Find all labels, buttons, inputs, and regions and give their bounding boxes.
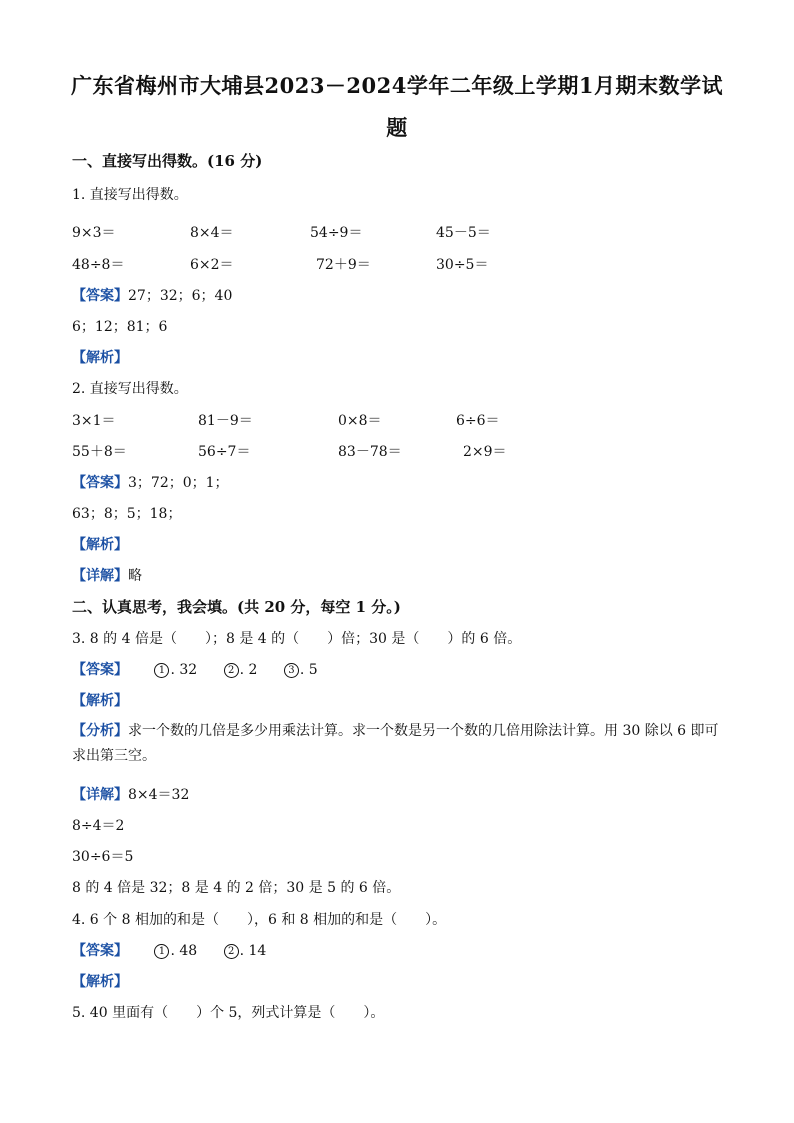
q1-answer-text: 27；32；6；40 [128,288,233,304]
q1-r1-c1: 9×3＝ [72,225,116,241]
q2-r2-c2: 56÷7＝ [198,444,251,460]
q3-detail [72,786,189,804]
q1-r2-c4: 30÷5＝ [436,257,489,273]
q2-r1-c3: 0×8＝ [338,413,382,429]
document-title-line1: 广东省梅州市大埔县2023－2024学年二年级上学期1月期末数学试 [70,73,723,98]
q1-r2-c1: 48÷8＝ [72,257,125,273]
fenxi-label: 【分析】 [72,723,128,739]
q1-prompt: 1. 直接写出得数。 [72,187,188,203]
q1-r1-c3: 54÷9＝ [310,225,363,241]
q4-analysis [72,973,128,991]
answer-label: 【答案】 [72,943,128,959]
q4-answer [72,942,266,960]
q2-detail [72,567,142,585]
q1-r2-c2: 6×2＝ [190,257,234,273]
q3-answer-3: . 5 [299,662,318,678]
answer-label: 【答案】 [72,662,128,678]
circled-number: 1 [154,663,169,678]
analysis-label: 【解析】 [72,693,128,709]
q1-r2-c3: 72＋9＝ [316,257,371,273]
section1-heading: 一、直接写出得数。(16 分) [72,152,263,170]
q2-analysis [72,536,128,554]
q3-prompt: 3. 8 的 4 倍是（ ）；8 是 4 的（ ）倍；30 是（ ）的 6 倍。 [72,631,522,647]
detail-label: 【详解】 [72,568,128,584]
q4-answer-1: . 48 [170,943,198,959]
q2-answer [72,474,229,492]
q4-answer-2: . 14 [239,943,267,959]
analysis-label: 【解析】 [72,537,128,553]
q3-detail-line3: 30÷6＝5 [72,849,134,865]
q3-detail-line1: 8×4＝32 [128,787,190,803]
q2-r2-c1: 55＋8＝ [72,444,127,460]
q2-r1-c4: 6÷6＝ [456,413,500,429]
circled-number: 2 [224,944,239,959]
q2-detail-text: 略 [128,568,142,584]
q3-answer [72,661,318,679]
q2-r2-c4: 2×9＝ [463,444,507,460]
answer-label: 【答案】 [72,288,128,304]
circled-number: 3 [284,663,299,678]
q2-r1-c1: 3×1＝ [72,413,116,429]
section2-heading: 二、认真思考，我会填。(共 20 分，每空 1 分。) [72,598,401,616]
q2-r2-c3: 83－78＝ [338,444,402,460]
q3-answer-1: . 32 [170,662,198,678]
q2-prompt: 2. 直接写出得数。 [72,381,188,397]
analysis-label: 【解析】 [72,974,128,990]
q1-r1-c2: 8×4＝ [190,225,234,241]
q1-r1-c4: 45－5＝ [436,225,491,241]
q3-analysis [72,692,128,710]
q3-detail-line2: 8÷4＝2 [72,818,125,834]
q2-r1-c2: 81－9＝ [198,413,253,429]
q3-fenxi-text: 求一个数的几倍是多少用乘法计算。求一个数是另一个数的几倍用除法计算。用 30 除以 6 即可求出第三空。 [72,723,719,764]
analysis-label: 【解析】 [72,350,128,366]
q3-detail-line4: 8 的 4 倍是 32；8 是 4 的 2 倍；30 是 5 的 6 倍。 [72,880,401,896]
q2-answer-text: 3；72；0；1； [128,475,229,491]
document-title-line2: 题 [386,115,408,140]
q4-prompt: 4. 6 个 8 相加的和是（ ），6 和 8 相加的和是（ ）。 [72,912,447,928]
circled-number: 1 [154,944,169,959]
q1-answer [72,287,232,305]
q3-answer-2: . 2 [239,662,258,678]
q1-answer-line2: 6；12；81；6 [72,319,168,335]
q5-prompt: 5. 40 里面有（ ）个 5，列式计算是（ ）。 [72,1005,385,1021]
q1-analysis [72,349,128,367]
q3-fenxi [72,719,722,769]
q2-answer-line2: 63；8；5；18； [72,506,182,522]
detail-label: 【详解】 [72,787,128,803]
circled-number: 2 [224,663,239,678]
answer-label: 【答案】 [72,475,128,491]
